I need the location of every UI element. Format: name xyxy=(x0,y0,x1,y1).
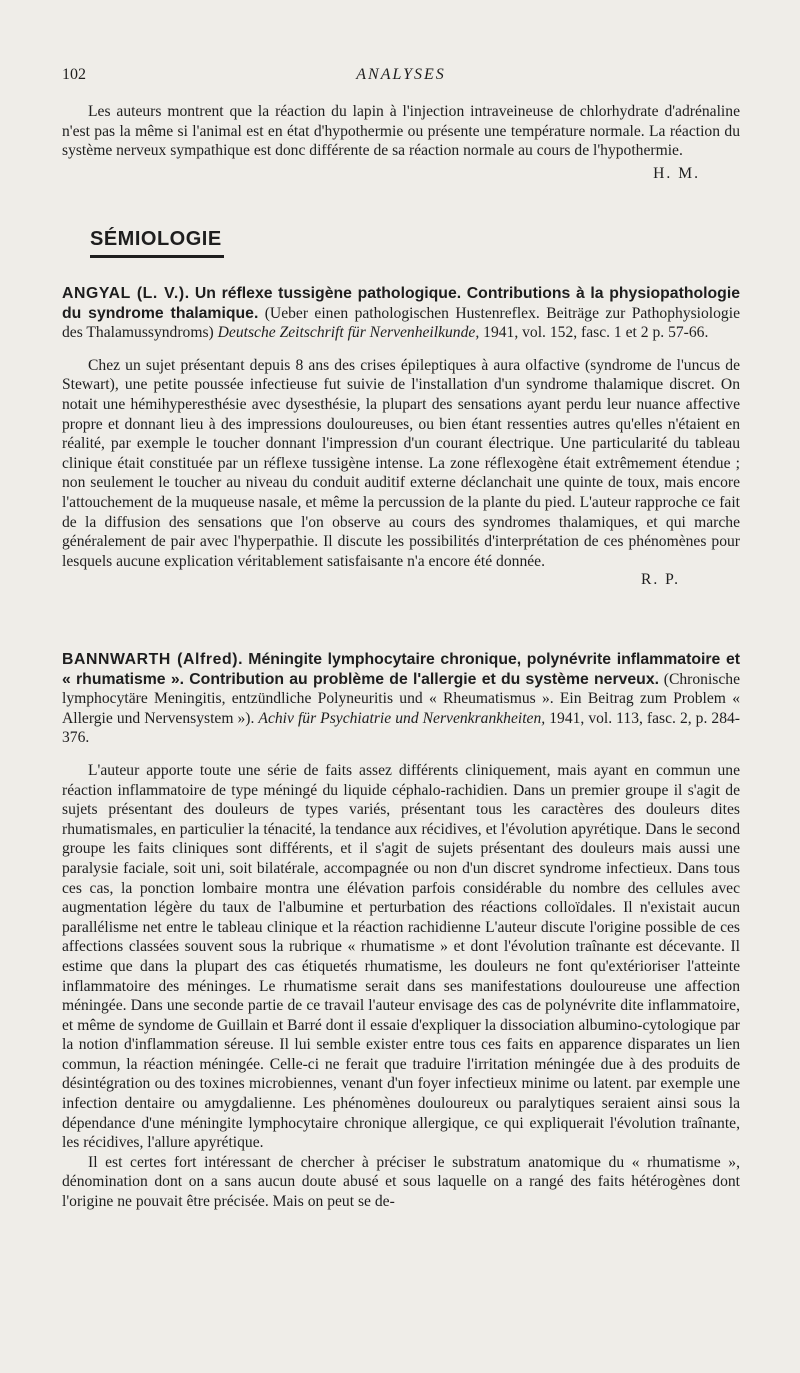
entry-subtitle: (Chronische lymphocytäre Meningitis, entzündliche Polyneuritis und « Rheumatismus ». Ein Beitrag zum Problem « Allergie und Nervensystem »). xyxy=(62,670,740,727)
intro-block xyxy=(62,102,740,183)
entry-author: BANNWARTH (Alfred). xyxy=(62,651,244,668)
section-heading-underline xyxy=(90,255,224,258)
entry-angyal xyxy=(62,284,740,589)
intro-paragraph: Les auteurs montrent que la réaction du lapin à l'injection intraveineuse de chlorhydrate d'adrénaline n'est pas la même si l'animal est en état d'hypothermie ou présente une température normale. La réaction du système nerveux sympathique est donc différente de sa réaction normale au cours de l'hypothermie. xyxy=(62,103,740,160)
entry-reference: 1941, vol. 113, fasc. 2, p. 284-376. xyxy=(62,709,740,747)
entry-journal: Deutsche Zeitschrift für Nervenheilkunde, xyxy=(217,324,480,342)
running-title: ANALYSES xyxy=(356,66,446,83)
entry-title: Un réflexe tussigène pathologique. Contributions à la physiopathologie du syndrome thalamique. xyxy=(62,285,740,322)
page-number: 102 xyxy=(62,66,86,83)
entry-heading xyxy=(62,284,740,343)
entry-body-continued: Il est certes fort intéressant de chercher à préciser le substratum anatomique du « rhumatisme », dénomination dont on a sans aucun doute abusé et sous laquelle on a rangé des faits hétérogènes dont l'origine ne pouvait être précisée. Mais on peut se de- xyxy=(62,1153,740,1211)
entry-signature: R. P. xyxy=(640,571,680,589)
entry-body: Chez un sujet présentant depuis 8 ans des crises épileptiques à aura olfactive (syndrome de l'uncus de Stewart), une petite poussée infectieuse fut suivie de l'installation d'un syndrome thalamique discret. On notait une hémihyperesthésie avec dysesthésie, la plupart des sensations ayant perdu leur nuance affective propre et donnant lieu à des impressions douloureuses, ou bien étant ressenties autres qu'elles n'étaient en réalité, par exemple le toucher donnant l'impression d'un courant électrique. Une particularité du tableau clinique était constituée par un réflexe tussigène intense. La zone réflexogène était extrêmement étendue ; non seulement le toucher au niveau du conduit auditif externe déclanchait une quinte de toux, mais encore l'attouchement de la muqueuse nasale, et même la percussion de la plante du pied. L'auteur rapproche ce fait de la diffusion des sensations que l'on observe au cours des syndromes thalamiques, et qui marche généralement de pair avec l'hyperpathie. Il discute les possibilités d'interprétation de ces phénomènes pour lesquels aucune explication véritablement satisfaisante n'a encore été donnée. xyxy=(62,356,740,570)
entry-bannwarth xyxy=(62,650,740,1212)
entry-journal: Achiv für Psychiatrie und Nervenkrankheiten, xyxy=(258,709,546,727)
entry-reference: 1941, vol. 152, fasc. 1 et 2 p. 57-66. xyxy=(483,324,709,342)
entry-author: ANGYAL (L. V.). xyxy=(62,285,190,302)
entry-body: L'auteur apporte toute une série de faits assez différents cliniquement, mais ayant en commun une réaction inflammatoire de type méningé du liquide céphalo-rachidien. Dans un premier groupe il s'agit de sujets présentant des douleurs de types variés, présentant tous les caractères des douleurs dites rhumatismales, en particulier la ténacité, la tendance aux récidives, et l'évolution apyrétique. Dans le second groupe les faits cliniques sont différents, et il s'agit de sujets présentant des douleurs mais aussi une paralysie faciale, soit uni, soit bilatérale, accompagnée ou non d'un discret syndrome infectieux. Dans tous ces cas, la ponction lombaire montra une élévation parfois considérable du nombre des cellules avec augmentation légère du taux de l'albumine et perturbation des réactions colloïdales. Il n'existait aucun parallélisme net entre le tableau clinique et la réaction rachidienne L'auteur discute l'origine possible de ces affections classées souvent sous la rubrique « rhumatisme » et dont l'évolution traînante est décevante. Il estime que dans la plupart des cas étiquetés rhumatisme, les douleurs ne font qu'extérioriser l'atteinte inflammatoire des méninges. Le rhumatisme serait dans ses manifestations douloureuse une affection méningée. Dans une seconde partie de ce travail l'auteur envisage des cas de polynévrite dite inflammatoire, et même de syndome de Guillain et Barré dont il essaie d'expliquer la dissociation albumino-cytologique par la notion d'inflammation séreuse. Il lui semble exister entre tous ces faits en apparence disparates un lien commun, la réaction méningée. Celle-ci ne ferait que traduire l'irritation méningée due à des produits de désintégration ou des toxines microbiennes, venant d'un foyer infectieux minime ou latent. par exemple une infection dentaire ou amygdalienne. Les phénomènes douloureux ou paralytiques seraient ainsi sous la dépendance d'une méningite lymphocytaire chronique allergique, ce qui expliquerait l'évolution traînante, les récidives, l'allure apyrétique. xyxy=(62,761,740,1152)
entry-heading xyxy=(62,650,740,748)
entry-title: Méningite lymphocytaire chronique, polynévrite inflammatoire et « rhumatisme ». Contribution au problème de l'allergie et du système nerveux. xyxy=(62,651,740,688)
section-heading: SÉMIOLOGIE xyxy=(90,228,222,250)
page-header xyxy=(62,66,740,88)
entry-subtitle: (Ueber einen pathologischen Hustenreflex. Beiträge zur Pathophysiologie des Thalamussyndroms) xyxy=(62,304,740,342)
intro-signature: H. M. xyxy=(653,164,700,182)
